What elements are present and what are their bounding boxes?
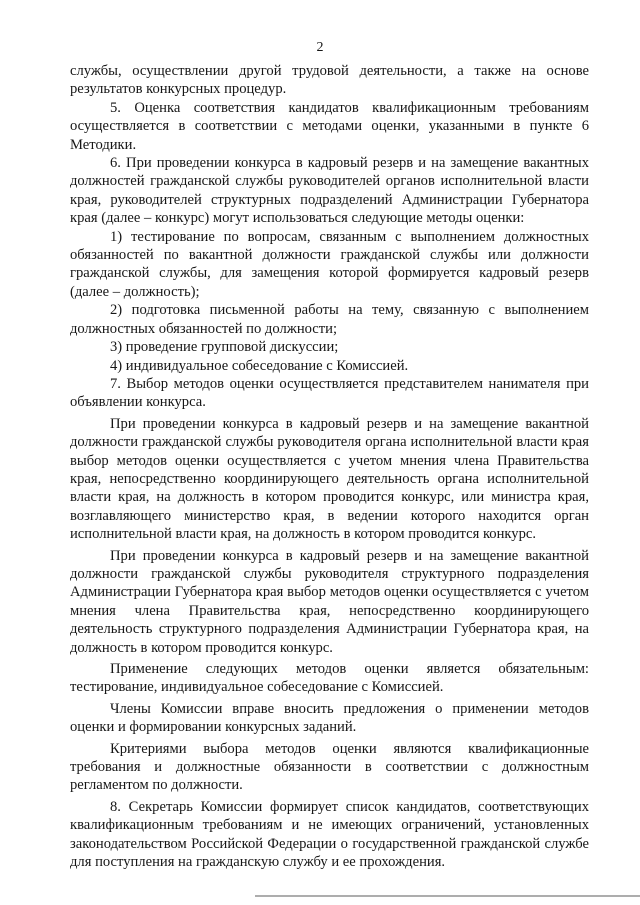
document-body: [70, 62, 589, 871]
paragraph-structural-unit-head: При проведении конкурса в кадровый резерв и на замещение вакантной должности гражданской службы руководителя структурного подразделения Администрации Губернатора края выбор методов оценки осуществляется с учетом мнения члена Правительства края, непосредственно координирующего деятельность структурного подразделения Администрации Губернатора края, на должность в котором проводится конкурс.: [70, 547, 589, 656]
list-item-4: 4) индивидуальное собеседование с Комиссией.: [110, 357, 409, 374]
paragraph-mandatory-methods: Применение следующих методов оценки является обязательным: тестирование, индивидуальное собеседование с Комиссией.: [70, 661, 589, 696]
list-item-1: 1) тестирование по вопросам, связанным с выполнением должностных обязанностей по вакантной должности гражданской службы или должности гражданской службы, для замещения которой формируется кадровый резерв (далее – должность);: [70, 228, 589, 300]
paragraph-item-8: 8. Секретарь Комиссии формирует список кандидатов, соответствующих квалификационным требованиям и не имеющих ограничений, установленных законодательством Российской Федерации о государственной гражданской службе для поступления на гражданскую службу и ее прохождения.: [70, 798, 589, 871]
list-item-3: 3) проведение групповой дискуссии;: [110, 339, 339, 356]
paragraph-continuation: службы, осуществлении другой трудовой деятельности, а также на основе результатов конкурсных процедур.: [70, 63, 589, 98]
paragraph-executive-body-head: При проведении конкурса в кадровый резерв и на замещение вакантной должности гражданской службы руководителя органа исполнительной власти края выбор методов оценки осуществляется с учетом мнения члена Правительства края, непосредственно координирующего деятельность органа исполнительной власти края, на должность в котором проводится конкурс, или министра края, возглавляющего министерство края, в ведении которого находится орган исполнительной власти края, на должность в котором проводится конкурс.: [70, 415, 589, 543]
scan-edge-line: [255, 895, 640, 897]
paragraph-selection-criteria: Критериями выбора методов оценки являются квалификационные требования и должностные обязанности в соответствии с должностным регламентом по должности.: [70, 740, 589, 794]
paragraph-item-7: 7. Выбор методов оценки осуществляется представителем нанимателя при объявлении конкурса.: [70, 375, 589, 411]
page-number: 2: [316, 40, 324, 55]
paragraph-commission-proposals: Члены Комиссии вправе вносить предложения о применении методов оценки и формировании конкурсных заданий.: [70, 700, 589, 736]
paragraph-item-5: 5. Оценка соответствия кандидатов квалификационным требованиям осуществляется в соответствии с методами оценки, указанными в пункте 6 Методики.: [70, 99, 589, 153]
paragraph-item-6: 6. При проведении конкурса в кадровый резерв и на замещение вакантных должностей гражданской службы руководителей органов исполнительной власти края, руководителей структурных подразделений Администрации Губернатора края (далее – конкурс) могут использоваться следующие методы оценки:: [70, 155, 589, 227]
list-item-2: 2) подготовка письменной работы на тему, связанную с выполнением должностных обязанностей по должности;: [70, 302, 589, 337]
